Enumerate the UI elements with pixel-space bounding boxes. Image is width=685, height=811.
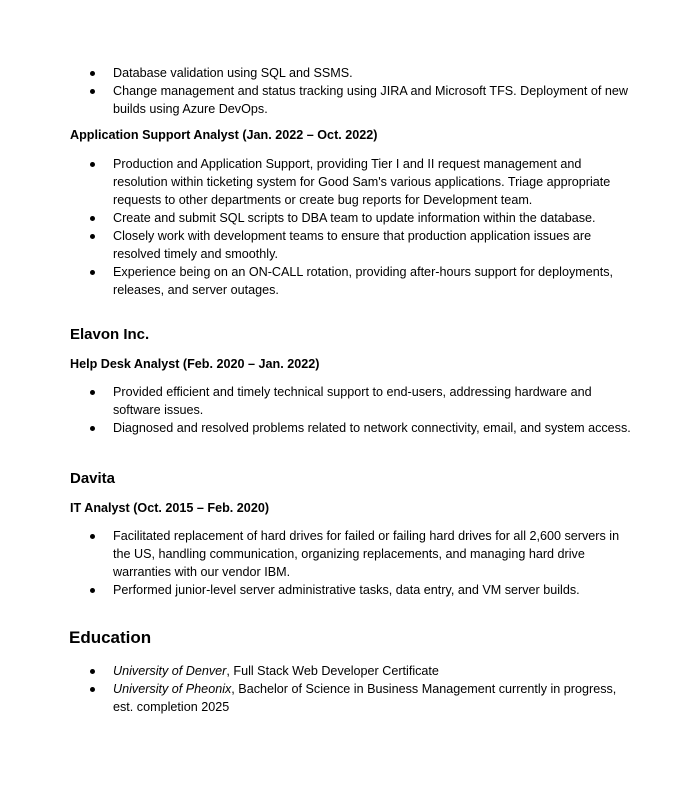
job-title: IT Analyst (Oct. 2015 – Feb. 2020) [70,501,270,515]
list-item [70,263,633,299]
bullet-icon [90,234,95,239]
bullet-text: Closely work with development teams to ensure that production application issues are resolved timely and smoothly. [113,229,592,261]
bullet-text: Experience being on an ON-CALL rotation, providing after-hours support for deployments, releases, and server outages. [113,265,614,297]
bullet-icon [90,216,95,221]
job-title: Help Desk Analyst (Feb. 2020 – Jan. 2022) [70,357,320,371]
bullet-icon [90,71,95,76]
bullet-icon [90,534,95,539]
bullet-text: Change management and status tracking using JIRA and Microsoft TFS. Deployment of new builds using Azure DevOps. [113,84,628,116]
list-item [70,209,633,227]
bullet-icon [90,669,95,674]
company-name: Elavon Inc. [70,326,150,343]
list-item [70,419,633,437]
bullet-icon [90,162,95,167]
list-item [70,581,633,599]
list-item [70,383,633,419]
bullet-icon [90,588,95,593]
school-name: University of Pheonix [113,682,232,696]
bullet-icon [90,89,95,94]
list-item [70,64,633,82]
bullet-text: Create and submit SQL scripts to DBA team to update information within the database. [113,211,596,225]
education-bullet-list [0,662,633,716]
degree-detail: , Bachelor of Science in Business Management currently in progress, est. completion 2025 [113,682,617,714]
list-item [70,680,633,716]
job-bullet-list [0,155,633,299]
degree-detail: , Full Stack Web Developer Certificate [226,664,439,678]
bullet-icon [90,390,95,395]
bullet-icon [90,687,95,692]
bullet-icon [90,270,95,275]
bullet-text: Provided efficient and timely technical support to end-users, addressing hardware and software issues. [113,385,592,417]
section-heading-education: Education [69,628,152,647]
bullet-text: Database validation using SQL and SSMS. [113,66,353,80]
bullet-icon [90,426,95,431]
job-title: Application Support Analyst (Jan. 2022 – Oct. 2022) [70,128,378,142]
job-bullet-list [0,383,633,437]
bullet-text: Diagnosed and resolved problems related to network connectivity, email, and system access. [113,421,631,435]
bullet-text: Production and Application Support, providing Tier I and II request management and resolution within ticketing system for Good Sam's various applications. Triage appropriate requests to other departments or create bug reports for Development team. [113,157,611,207]
bullet-text: Performed junior-level server administrative tasks, data entry, and VM server builds. [113,583,580,597]
job-bullet-list [0,527,633,599]
list-item [70,155,633,209]
list-item [70,82,633,118]
list-item [70,227,633,263]
company-name: Davita [70,470,116,487]
list-item [70,662,633,680]
bullet-text: Facilitated replacement of hard drives for failed or failing hard drives for all 2,600 servers in the US, handling communication, organizing replacements, and managing hard drive warranties with our vendor IBM. [113,529,620,579]
school-name: University of Denver [113,664,227,678]
list-item [70,527,633,581]
top-bullet-list [0,64,633,118]
